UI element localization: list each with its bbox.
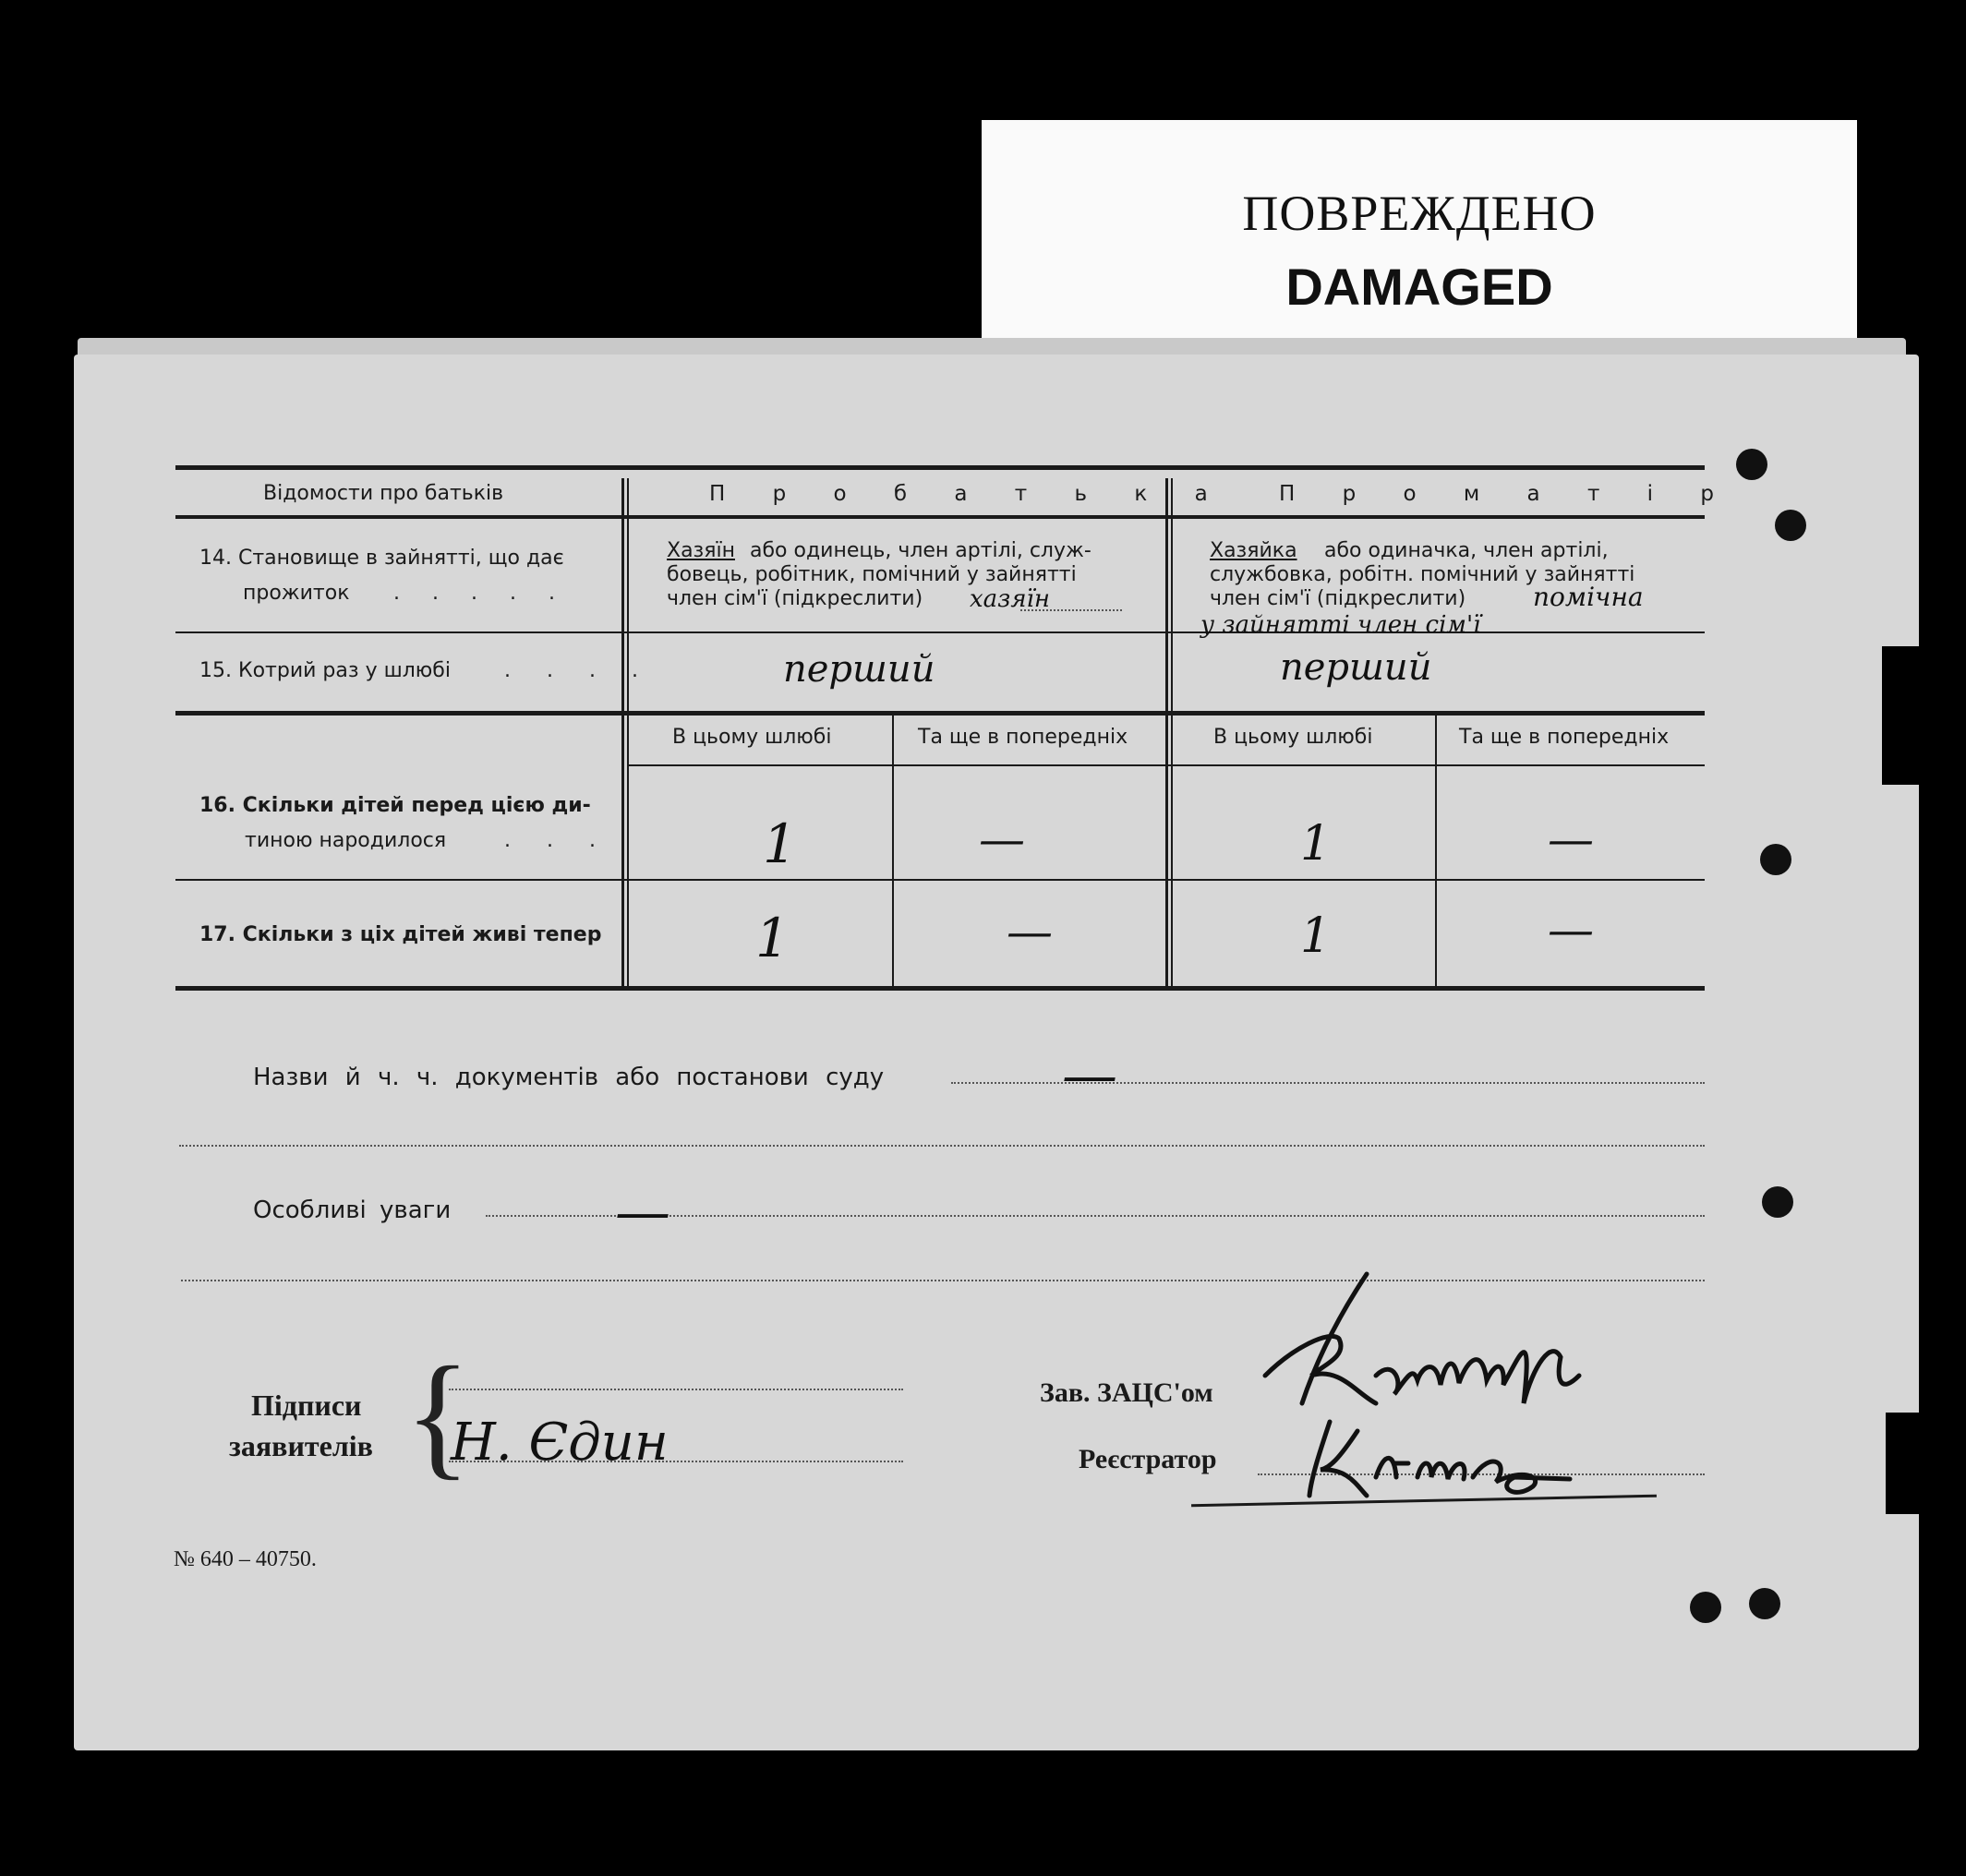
row14-mother-option-owner: Хазяйка [1210, 539, 1297, 562]
father-this-marriage-header: В цьому шлюбі [672, 726, 832, 749]
zags-head-signature [1256, 1265, 1625, 1422]
zags-head-label: Зав. ЗАЦС'ом [1040, 1377, 1213, 1408]
row14-label-line1: 14. Становище в зайнятті, що дає [199, 547, 564, 570]
applicants-signatures-label-2: заявителів [229, 1429, 373, 1462]
row16-label-line2: тиною народилося [245, 829, 447, 852]
row16-mother-prev: — [1548, 812, 1594, 866]
table-divider-col2 [1165, 478, 1168, 988]
applicants-brace: { [404, 1339, 471, 1492]
father-previous-header: Та ще в попередніх [918, 726, 1128, 749]
row15-father-value: перший [783, 648, 935, 691]
row14-father-fill-line [1020, 609, 1122, 611]
punch-hole [1760, 844, 1791, 875]
mother-previous-header: Та ще в попередніх [1459, 726, 1670, 749]
table-bottom-rule [175, 986, 1705, 991]
row16-label-line1: 16. Скільки дітей перед цією ди- [199, 794, 591, 817]
row14-label-dots: . . . . . [393, 582, 568, 605]
row15-bottom-rule [175, 711, 1705, 716]
punch-hole [1762, 1186, 1793, 1218]
row17-father-this: 1 [755, 907, 790, 969]
row14-father-line1: або одинець, член артілі, служ- [750, 539, 1092, 562]
header-parents-info: Відомости про батьків [263, 482, 504, 505]
row14-label-line2: прожиток [243, 582, 350, 605]
applicants-signatures-label-1: Підписи [251, 1389, 362, 1422]
header-about-father: П р о б а т ь к а [709, 482, 1228, 506]
row14-mother-line3: член сім'ї (підкреслити) [1210, 587, 1466, 610]
paper-edge-tear [1882, 646, 1919, 785]
row14-mother-handwritten-1: помічна [1533, 582, 1644, 612]
damaged-notice-english: DAMAGED [1285, 258, 1553, 316]
damaged-notice-russian: ПОВРЕЖДЕНО [1242, 186, 1597, 241]
row14-father-line2: бовець, робітник, помічний у зайнятті [667, 563, 1077, 586]
row16-father-this: 1 [763, 812, 797, 875]
table-divider-col1b [627, 478, 629, 988]
row14-father-line3: член сім'ї (підкреслити) [667, 587, 923, 610]
row16-label-dots: . . . [504, 829, 610, 852]
row17-mother-this: 1 [1300, 908, 1332, 964]
form-number: № 640 – 40750. [174, 1547, 317, 1571]
row14-mother-line2: службовка, робітн. помічний у зайнятті [1210, 563, 1635, 586]
row14-mother-handwritten-2: у зайнятті член сім'ї [1200, 611, 1481, 639]
registrar-label: Реєстратор [1079, 1444, 1217, 1474]
row16-father-prev: — [979, 812, 1025, 866]
header-about-mother: П р о м а т і р [1279, 482, 1734, 506]
documents-label: Назви й ч. ч. документів або постанови суду [253, 1064, 885, 1091]
row15-label-dots: . . . . [504, 659, 653, 682]
punch-hole [1749, 1588, 1780, 1619]
documents-fill-line-2 [179, 1145, 1705, 1147]
applicant-signature-line-1 [449, 1389, 903, 1390]
table-divider-col1 [621, 478, 624, 988]
row14-mother-line1: або одиначка, член артілі, [1324, 539, 1609, 562]
mother-this-marriage-header: В цьому шлюбі [1213, 726, 1373, 749]
documents-value: — [1062, 1043, 1117, 1108]
remarks-value: — [615, 1180, 670, 1245]
table-divider-col2b [1171, 478, 1173, 988]
row16-bottom-rule [175, 879, 1705, 881]
table-divider-mother-sub [1435, 716, 1437, 988]
row15-mother-value: перший [1280, 646, 1432, 689]
damaged-notice-tag [982, 120, 1857, 351]
row17-father-prev: — [1007, 905, 1053, 958]
punch-hole [1736, 449, 1767, 480]
row15-label: 15. Котрий раз у шлюбі [199, 659, 451, 682]
punch-hole [1775, 510, 1806, 541]
row14-father-option-owner: Хазяїн [667, 539, 735, 562]
table-top-rule [175, 465, 1705, 470]
applicant-signature: Н. Єдин [451, 1413, 669, 1473]
row17-label: 17. Скільки з ціх дітей живі тепер [199, 923, 602, 946]
remarks-label: Особливі уваги [253, 1197, 452, 1224]
row14-father-handwritten: хазяїн [970, 585, 1051, 613]
table-header-rule [175, 515, 1705, 519]
paper-edge-tear [1886, 1413, 1919, 1514]
row16-mother-this: 1 [1300, 816, 1332, 872]
table-divider-father-sub [892, 716, 894, 988]
punch-hole [1690, 1592, 1721, 1623]
registrar-signature [1293, 1413, 1598, 1505]
row17-mother-prev: — [1548, 903, 1594, 956]
